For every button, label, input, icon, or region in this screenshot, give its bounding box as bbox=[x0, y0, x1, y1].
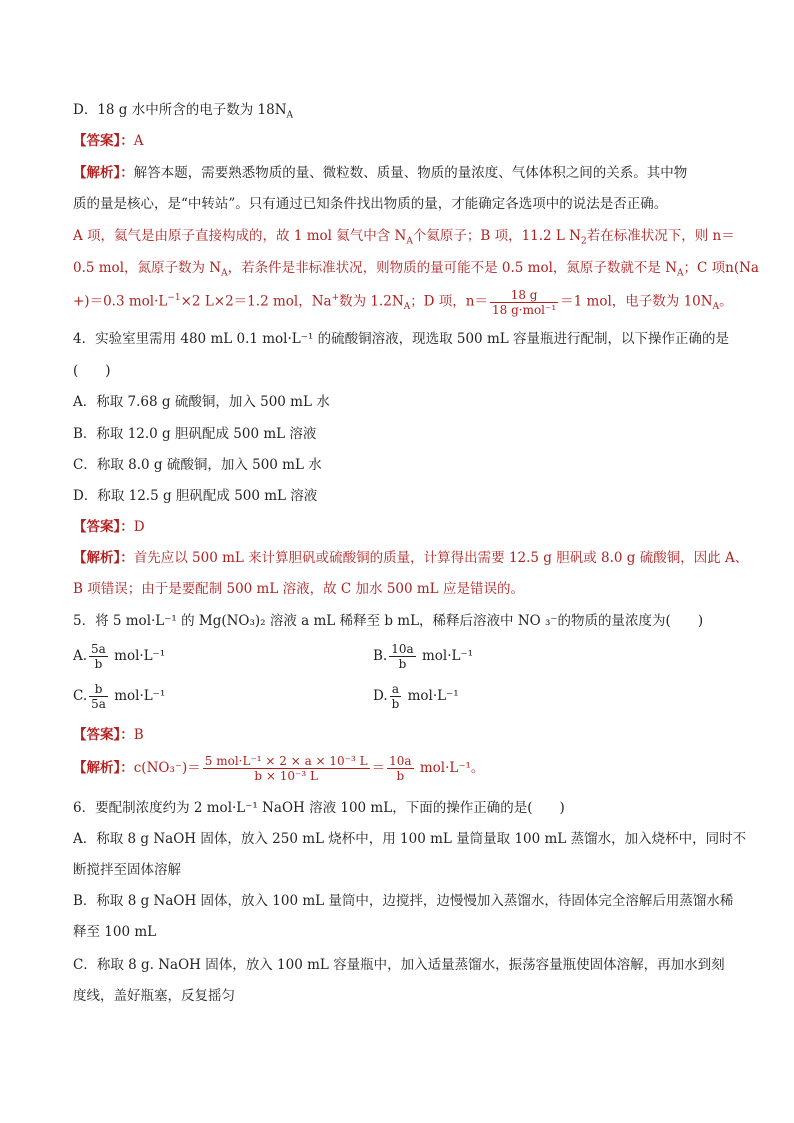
fraction-numerator: 5 mol·L⁻¹ × 2 × a × 10⁻³ L bbox=[204, 754, 368, 768]
analysis-label: 【解析】： bbox=[73, 165, 134, 181]
superscript: + bbox=[331, 293, 340, 303]
q3-analysis-line-3 bbox=[73, 225, 734, 253]
subscript: A bbox=[403, 302, 411, 313]
formula-fraction-2 bbox=[387, 754, 413, 783]
option-d-fraction bbox=[390, 682, 402, 711]
fraction-denominator: b bbox=[94, 657, 103, 671]
option-b bbox=[373, 642, 473, 671]
q4-analysis-line-2: B 项错误；由于是要配制 500 mL 溶液，故 C 加水 500 mL 应是错误的。 bbox=[73, 581, 524, 597]
fraction-denominator: b bbox=[398, 657, 407, 671]
q3-option-d-text: D．18 g 水中所含的电子数为 18N bbox=[73, 102, 287, 118]
fraction-numerator: b bbox=[89, 682, 108, 697]
q4-option-c: C．称取 8.0 g 硫酸铜，加入 500 mL 水 bbox=[73, 457, 322, 473]
fraction-numerator: 18 g bbox=[490, 288, 558, 303]
analysis-text: +)＝0.3 mol·L bbox=[73, 293, 168, 310]
q4-analysis-line-1 bbox=[73, 547, 749, 569]
subscript: 2 bbox=[581, 236, 587, 247]
fraction-denominator: b bbox=[391, 697, 400, 711]
answer-value: A bbox=[133, 133, 144, 149]
fraction-denominator: b × 10⁻³ L bbox=[254, 769, 318, 783]
analysis-text: ；D 项，n＝ bbox=[410, 293, 488, 310]
q3-analysis-line-2 bbox=[73, 193, 734, 215]
analysis-text: ×2 L×2＝1.2 mol，Na bbox=[180, 293, 332, 310]
q6-option-a-line-1: A．称取 8 g NaOH 固体，放入 250 mL 烧杯中，用 100 mL 量筒量取 100 mL 蒸馏水，加入烧杯中，同时不 bbox=[73, 831, 747, 847]
analysis-text: 首先应以 500 mL 来计算胆矾或硫酸铜的质量，计算得出需要 12.5 g 胆矾或 8.0 g 硫酸铜，因此 A、 bbox=[133, 550, 749, 566]
fraction-denominator: 5a bbox=[91, 697, 106, 711]
analysis-text: ；C 项n(Na bbox=[683, 260, 759, 276]
option-c-fraction bbox=[89, 682, 108, 711]
option-unit: mol·L⁻¹ bbox=[421, 648, 473, 664]
analysis-text: 数为 1.2N bbox=[339, 293, 404, 310]
analysis-label: 【解析】： bbox=[73, 760, 134, 776]
subscript: A bbox=[712, 302, 720, 313]
q5-analysis bbox=[73, 754, 734, 790]
q3-analysis-line-5 bbox=[73, 287, 734, 318]
fraction-numerator: 10a bbox=[389, 754, 412, 768]
option-a-fraction bbox=[89, 642, 108, 671]
analysis-text: 若在标准状况下，则 n＝ bbox=[586, 228, 735, 244]
analysis-text: 0.5 mol，氮原子数为 N bbox=[73, 260, 222, 276]
analysis-text: 。 bbox=[719, 293, 733, 310]
fraction-numerator: 5a bbox=[91, 642, 106, 656]
q4-option-b: B．称取 12.0 g 胆矾配成 500 mL 溶液 bbox=[73, 426, 317, 442]
option-c-prefix: C. bbox=[73, 688, 88, 704]
q5-answer bbox=[73, 724, 734, 746]
fraction-numerator: 10a bbox=[391, 642, 414, 656]
q6-option-c-line-2: 度线，盖好瓶塞，反复摇匀 bbox=[73, 988, 235, 1004]
q4-option-a: A．称取 7.68 g 硫酸铜，加入 500 mL 水 bbox=[73, 394, 330, 410]
q6-option-a-line-2: 断搅拌至固体溶解 bbox=[73, 862, 181, 878]
subscript: A bbox=[677, 268, 684, 279]
fraction-denominator: 18 g·mol⁻¹ bbox=[492, 302, 557, 317]
formula-unit: mol·L⁻¹。 bbox=[419, 760, 485, 776]
analysis-text: ＝1 mol，电子数为 10N bbox=[560, 293, 713, 310]
subscript: A bbox=[221, 268, 228, 279]
option-d-prefix: D. bbox=[373, 688, 388, 704]
option-unit: mol·L⁻¹ bbox=[114, 688, 166, 704]
q4-option-d: D．称取 12.5 g 胆矾配成 500 mL 溶液 bbox=[73, 488, 318, 504]
option-d bbox=[373, 682, 459, 711]
q6-stem: 6．要配制浓度约为 2 mol·L⁻¹ NaOH 溶液 100 mL，下面的操作正确的是( ) bbox=[73, 800, 565, 816]
q3-analysis-line-1 bbox=[73, 162, 734, 184]
answer-label: 【答案】： bbox=[73, 519, 134, 535]
option-unit: mol·L⁻¹ bbox=[114, 648, 166, 664]
answer-value: D bbox=[133, 519, 145, 535]
analysis-label: 【解析】： bbox=[73, 550, 134, 566]
q4-answer bbox=[73, 516, 734, 538]
analysis-text: ，若条件是非标准状况，则物质的量可能不是 0.5 mol，氮原子数就不是 N bbox=[227, 260, 678, 276]
analysis-text: 个氦原子；B 项，11.2 L N bbox=[412, 228, 581, 244]
formula-equals: ＝ bbox=[371, 760, 386, 776]
superscript: −1 bbox=[167, 293, 181, 303]
analysis-text: 质的量是核心，是“中转站”。只有通过已知条件找出物质的量，才能确定各选项中的说法是否正确。 bbox=[73, 196, 668, 212]
q3-option-d bbox=[73, 99, 734, 127]
q3-option-d-sub: A bbox=[286, 110, 294, 121]
q5-options-row-2 bbox=[73, 682, 734, 718]
q4-stem-line-1: 4．实验室里需用 480 mL 0.1 mol·L⁻¹ 的硫酸铜溶液，现选取 500 mL 容量瓶进行配制，以下操作正确的是 bbox=[73, 331, 729, 347]
fraction-denominator: b bbox=[396, 769, 405, 783]
fraction-numerator: a bbox=[390, 682, 402, 697]
q5-options-row-1 bbox=[73, 642, 734, 678]
fraction bbox=[490, 288, 558, 317]
answer-label: 【答案】： bbox=[73, 133, 134, 149]
option-b-fraction bbox=[389, 642, 415, 671]
analysis-formula bbox=[133, 754, 485, 783]
q6-option-b-line-2: 释至 100 mL bbox=[73, 924, 157, 940]
answer-value: B bbox=[133, 727, 144, 743]
option-a-prefix: A. bbox=[73, 648, 88, 664]
q6-option-b-line-1: B．称取 8 g NaOH 固体，放入 100 mL 量筒中，边搅拌，边慢慢加入蒸馏水，待固体完全溶解后用蒸馏水稀 bbox=[73, 893, 734, 909]
q5-stem: 5．将 5 mol·L⁻¹ 的 Mg(NO₃)₂ 溶液 a mL 稀释至 b mL，稀释后溶液中 NO ₃⁻的物质的量浓度为( ) bbox=[73, 613, 704, 629]
formula-fraction-1 bbox=[203, 754, 370, 783]
option-unit: mol·L⁻¹ bbox=[407, 688, 459, 704]
answer-label: 【答案】： bbox=[73, 727, 134, 743]
subscript: A bbox=[406, 236, 413, 247]
option-b-prefix: B. bbox=[373, 648, 388, 664]
q6-option-c-line-1: C．称取 8 g. NaOH 固体，放入 100 mL 容量瓶中，加入适量蒸馏水，振荡容量瓶使固体溶解，再加水到刻 bbox=[73, 957, 725, 973]
analysis-text: 解答本题，需要熟悉物质的量、微粒数、质量、物质的量浓度、气体体积之间的关系。其中物 bbox=[133, 165, 688, 181]
q4-stem-line-2: ( ) bbox=[73, 363, 111, 379]
analysis-text: A 项，氦气是由原子直接构成的，故 1 mol 氦气中含 N bbox=[73, 228, 407, 244]
formula-lhs: c(NO₃⁻)＝ bbox=[133, 760, 201, 776]
q3-analysis-line-4 bbox=[73, 257, 759, 285]
q3-answer bbox=[73, 130, 734, 152]
